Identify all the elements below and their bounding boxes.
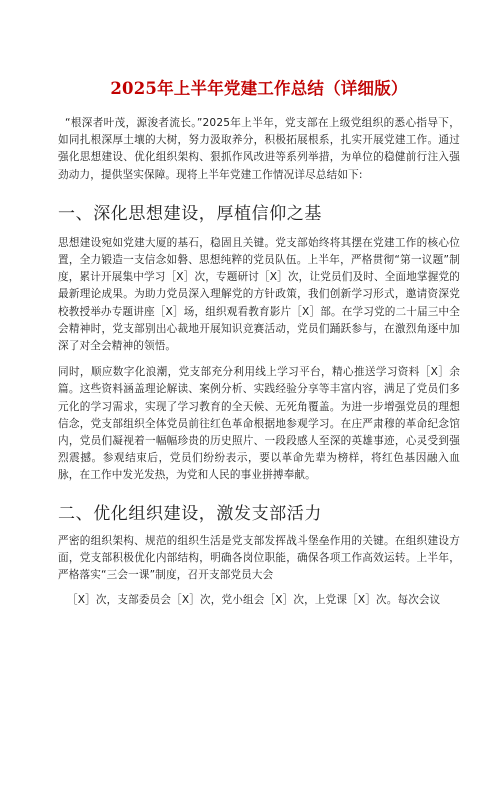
document-title: 2025年上半年党建工作总结（详细版）: [110, 79, 408, 98]
section-2-paragraph-2: ［X］次，支部委员会［X］次，党小组会［X］次，上党课［X］次。每次会议: [67, 594, 441, 607]
intro-paragraph: “根深者叶茂，源浚者流长。”2025年上半年，党支部在上级党组织的悉心指导下，如同扎根深厚土壤的大树，努力汲取养分，积极拓展根系，扎实开展党建工作。通过强化思想建设、优化组织架构、狠抓作风改进等系列举措，为单位的稳健前行注入强劲动力，提供坚实保障。现将上半年党建工作情况详尽总结如下:: [58, 117, 460, 181]
section-1-heading: 一、深化思想建设，厚植信仰之基: [58, 203, 322, 224]
section-2-paragraph-1: 严密的组织架构、规范的组织生活是党支部发挥战斗堡垒作用的关键。在组织建设方面，党支部积极优化内部结构，明确各岗位职能，确保各项工作高效运转。上半年，严格落实“三会一课”制度，召开支部党员大会: [58, 534, 460, 582]
section-1-paragraph-1: 思想建设宛如党建大厦的基石，稳固且关键。党支部始终将其摆在党建工作的核心位置，全力锻造一支信念如磐、思想纯粹的党员队伍。上半年，严格贯彻“第一议题”制度，累计开展集中学习［X］次，专题研讨［X］次，让党员们及时、全面地掌握党的最新理论成果。为助力党员深入理解党的方针政策，我们创新学习形式，邀请资深党校教授举办专题讲座［X］场，组织观看教育影片［X］部。在学习党的二十届三中全会精神时，党支部别出心裁地开展知识竞赛活动，党员们踊跃参与，在激烈角逐中加深了对全会精神的领悟。: [58, 236, 460, 353]
section-1-paragraph-2: 同时，顺应数字化浪潮，党支部充分利用线上学习平台，精心推送学习资料［X］余篇。这些资料涵盖理论解读、案例分析、实践经验分享等丰富内容，满足了党员们多元化的学习需求，实现了学习教育的全天候、无死角覆盖。为进一步增强党员的理想信念，党支部组织全体党员前往红色革命根据地参观学习。在庄严肃穆的革命纪念馆内，党员们凝视着一幅幅珍贵的历史照片、一段段感人至深的英雄事迹，心灵受到强烈震撼。参观结束后，党员们纷纷表示，要以革命先辈为榜样，将红色基因融入血脉，在工作中发光发热，为党和人民的事业拼搏奉献。: [58, 366, 460, 482]
section-2-heading: 二、优化组织建设，激发支部活力: [58, 503, 322, 524]
document-page: [0, 79, 500, 786]
